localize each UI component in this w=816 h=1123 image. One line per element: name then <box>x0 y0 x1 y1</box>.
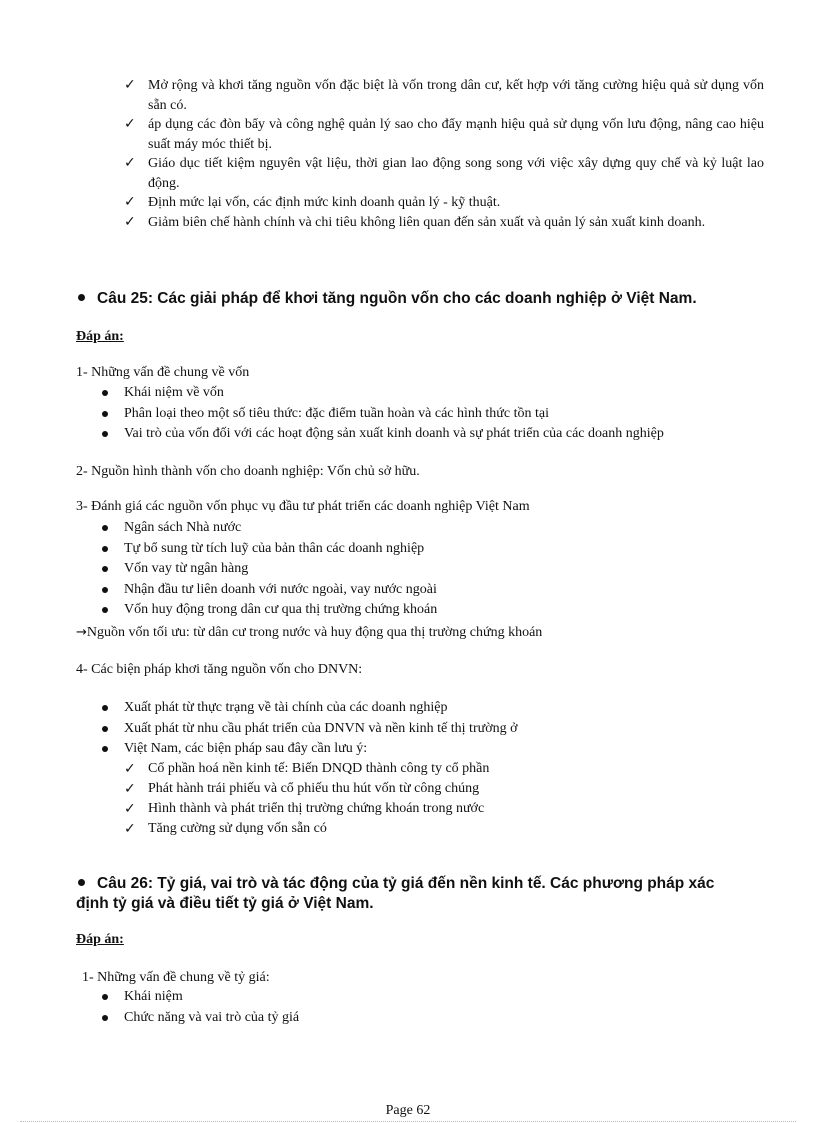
checkmark-icon: ✓ <box>124 194 136 210</box>
bullet-icon <box>102 607 108 613</box>
bullet-icon <box>102 566 108 572</box>
list-item: Xuất phát từ nhu cầu phát triển của DNVN và nền kinh tế thị trường ở <box>100 719 780 740</box>
list-item: Nhận đầu tư liên doanh với nước ngoài, vay nước ngoài <box>100 580 780 601</box>
arrow-right-icon: → <box>76 625 87 640</box>
section-3-list <box>100 518 780 621</box>
bullet-icon <box>102 746 108 752</box>
bullet-icon <box>102 390 108 396</box>
section-3-conclusion: →Nguồn vốn tối ưu: từ dân cư trong nước và huy động qua thị trường chứng khoán <box>76 625 543 640</box>
section-1-list <box>100 383 780 445</box>
list-item: Khái niệm về vốn <box>100 383 780 404</box>
list-item: ✓ Phát hành trái phiếu và cổ phiếu thu hút vốn từ công chúng <box>124 781 480 797</box>
checkmark-icon: ✓ <box>124 821 136 837</box>
list-item: ✓ Giảm biên chế hành chính và chi tiêu không liên quan đến sản xuất và quản lý sản xuất kinh doanh. <box>124 213 764 233</box>
bullet-icon <box>102 726 108 732</box>
checkmark-icon: ✓ <box>124 781 136 797</box>
list-item: ✓ Cổ phần hoá nền kinh tế: Biến DNQD thành công ty cổ phần <box>124 761 490 777</box>
footer-divider <box>20 1121 796 1122</box>
section-heading: 1- Những vấn đề chung về vốn <box>76 365 250 380</box>
bullet-icon <box>102 994 108 1000</box>
checkmark-icon: ✓ <box>124 116 136 132</box>
list-item: Khái niệm <box>100 987 780 1008</box>
section-4-list <box>100 698 780 760</box>
list-item: Việt Nam, các biện pháp sau đây cần lưu ý: <box>100 739 780 760</box>
bullet-icon <box>102 705 108 711</box>
list-item: ✓ Giáo dục tiết kiệm nguyên vật liệu, thời gian lao động song song với việc xây dựng quy chế và kỷ luật lao động. <box>124 155 764 191</box>
section-heading: 4- Các biện pháp khơi tăng nguồn vốn cho DNVN: <box>76 662 363 677</box>
top-check-list <box>124 76 764 232</box>
list-item: Ngân sách Nhà nước <box>100 518 780 539</box>
list-item: Xuất phát từ thực trạng về tài chính của các doanh nghiệp <box>100 698 780 719</box>
answer-label: Đáp án: <box>76 329 124 344</box>
list-item: ✓ Định mức lại vốn, các định mức kinh doanh quản lý - kỹ thuật. <box>124 193 764 213</box>
list-item: ✓ Hình thành và phát triển thị trường chứng khoán trong nước <box>124 801 485 817</box>
section-heading: 1- Những vấn đề chung về tỷ giá: <box>82 970 270 985</box>
bullet-icon <box>102 546 108 552</box>
section-heading: 3- Đánh giá các nguồn vốn phục vụ đầu tư phát triển các doanh nghiệp Việt Nam <box>76 499 530 514</box>
bullet-icon <box>78 879 85 886</box>
list-item: ✓ Mở rộng và khơi tăng nguồn vốn đặc biệt là vốn trong dân cư, kết hợp với tăng cường hiệu quả sử dụng vốn sẵn có. <box>124 77 764 113</box>
q26-section-1-list <box>100 987 780 1028</box>
list-item: Chức năng và vai trò của tỷ giá <box>100 1008 780 1029</box>
bullet-icon <box>102 587 108 593</box>
bullet-icon <box>102 411 108 417</box>
list-item: Vốn huy động trong dân cư qua thị trường chứng khoán <box>100 600 780 621</box>
checkmark-icon: ✓ <box>124 155 136 171</box>
bullet-icon <box>102 1015 108 1021</box>
page-number: Page 62 <box>385 1103 431 1118</box>
list-item: Tự bổ sung từ tích luỹ của bản thân các doanh nghiệp <box>100 539 780 560</box>
section-4-check-list <box>124 759 764 839</box>
list-item: ✓ Tăng cường sử dụng vốn sẵn có <box>124 821 327 837</box>
bullet-icon <box>102 431 108 437</box>
question-26-title: Câu 26: Tỷ giá, vai trò và tác động của tỷ giá đến nền kinh tế. Các phương pháp xác định tỷ giá và điều tiết tỷ giá ở Việt Nam. <box>76 875 715 912</box>
checkmark-icon: ✓ <box>124 801 136 817</box>
checkmark-icon: ✓ <box>124 213 136 230</box>
list-item: Phân loại theo một số tiêu thức: đặc điểm tuần hoàn và các hình thức tồn tại <box>100 404 780 425</box>
section-heading: 2- Nguồn hình thành vốn cho doanh nghiệp: Vốn chủ sở hữu. <box>76 464 420 479</box>
bullet-icon <box>78 294 85 301</box>
list-item: ✓ áp dụng các đòn bẩy và công nghệ quản lý sao cho đẩy mạnh hiệu quả sử dụng vốn lưu động, nâng cao hiệu suất máy móc thiết bị. <box>124 116 764 152</box>
checkmark-icon: ✓ <box>124 761 136 777</box>
answer-label: Đáp án: <box>76 932 124 947</box>
checkmark-icon: ✓ <box>124 77 136 93</box>
list-item: Vốn vay từ ngân hàng <box>100 559 780 580</box>
bullet-icon <box>102 525 108 531</box>
list-item: Vai trò của vốn đối với các hoạt động sản xuất kinh doanh và sự phát triển của các doanh nghiệp <box>100 424 780 445</box>
question-25-title: Câu 25: Các giải pháp để khơi tăng nguồn vốn cho các doanh nghiệp ở Việt Nam. <box>76 289 746 309</box>
